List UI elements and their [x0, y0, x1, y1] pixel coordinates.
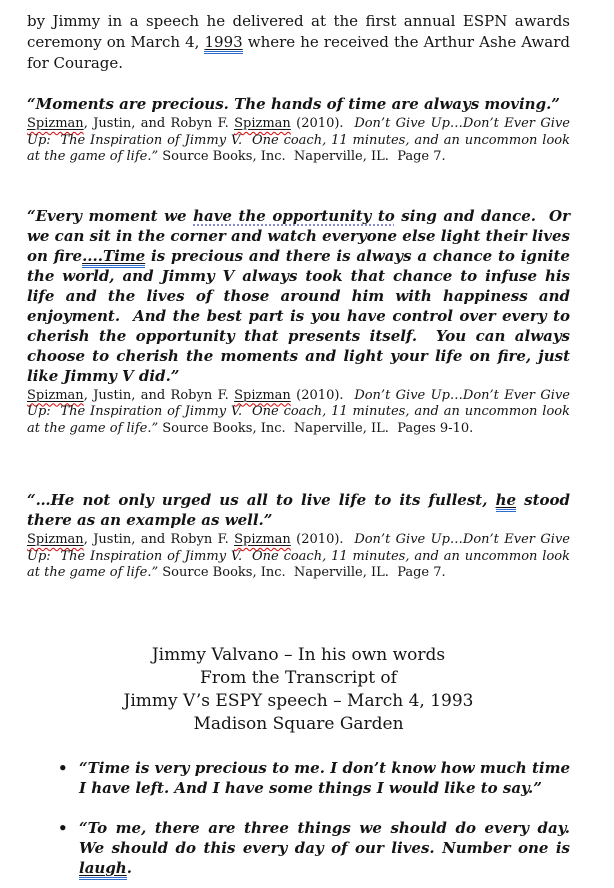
intro-text-post: where he received the Arthur Ashe Award for Courage. [27, 33, 575, 72]
grammar-flag-year [204, 33, 242, 54]
bullet1-text: “Time is very precious to me. I don’t know how much time I have left. And I have some things I would like to say.” [79, 758, 576, 797]
flagged-he-text: he [495, 491, 517, 509]
bullet2-text-pre: “To me, there are three things we should do every day. We should do this every day of our lives. Number one is [79, 818, 581, 857]
grammar-flag-time [82, 247, 145, 268]
spellcheck-flag-author2 [234, 116, 291, 131]
quote3-text-post: stood there as an example as well.” [27, 491, 576, 529]
heading-line-3: Jimmy V’s ESPY speech – March 4, 1993 [123, 690, 474, 711]
quote-moments: “Moments are precious. The hands of time are always moving.” [27, 95, 560, 113]
citation-author1: Spizman [27, 116, 84, 131]
heading-line-2: From the Transcript of [200, 667, 397, 688]
bullet-marker: • [58, 758, 68, 777]
citation-authors-middle: , Justin, and Robyn F. [83, 532, 235, 547]
bullet-item-2 [58, 818, 581, 878]
bullet2-text-post: . [126, 858, 132, 877]
intro-text-pre: by Jimmy in a speech he delivered at the first annual ESPN awards ceremony on March 4, [27, 12, 575, 51]
grammar-flag-he [496, 491, 516, 512]
book-title: Don’t Give Up…Don’t Ever Give Up: The Inspiration of Jimmy V. One coach, 11 minutes, and an uncommon look at the game of life.” [27, 387, 575, 436]
citation-publisher: Source Books, Inc. Naperville, IL. [158, 420, 398, 436]
bullet-item-1 [58, 758, 576, 798]
citation-3 [27, 532, 575, 582]
citation-page-ref: Pages 9-10. [397, 420, 474, 436]
citation-year: (2010). [290, 387, 355, 403]
book-title: Don’t Give Up…Don’t Ever Give Up: The Inspiration of Jimmy V. One coach, 11 minutes, and an uncommon look at the game of life.” [27, 532, 575, 580]
refinement-flag-opportunity: have the opportunity to [193, 206, 395, 225]
citation-author1: Spizman [27, 387, 84, 403]
heading-line-4: Madison Square Garden [193, 713, 404, 734]
intro-paragraph [27, 11, 575, 74]
spellcheck-flag-author2 [234, 532, 291, 547]
quote2-text-mid: sing and dance. Or we can sit in the corner and watch everyone else light their lives on fire [27, 206, 576, 265]
flagged-time-text: ....Time [82, 246, 146, 265]
citation-author2: Spizman [234, 387, 291, 403]
quote-bullet-list [27, 758, 581, 878]
flagged-year-text: 1993 [204, 33, 243, 51]
citation-publisher: Source Books, Inc. Naperville, IL. [158, 149, 398, 164]
bullet2-text [79, 818, 581, 878]
citation-year: (2010). [290, 116, 355, 131]
citation-1 [27, 116, 575, 166]
citation-year: (2010). [290, 532, 355, 547]
quote2-text-post: is precious and there is always a chance to ignite the world, and Jimmy V always took that chance to infuse his life and the lives of those around him with happiness and enjoyment. And the best part is you have control over every to cherish the opportunity that presents itself. You can always choose to cherish the moments and light your life on fire, just like Jimmy V did.” [27, 246, 576, 385]
citation-authors-middle: , Justin, and Robyn F. [83, 387, 235, 403]
quote-every-moment [27, 206, 576, 386]
bullet-marker: • [58, 818, 68, 837]
citation-author2: Spizman [234, 116, 291, 131]
citation-2 [27, 387, 575, 438]
citation-page-ref: Page 7. [397, 565, 446, 580]
quote3-text-pre: “…He not only urged us all to live life to its fullest, [27, 491, 496, 509]
flagged-laugh-text: laugh [79, 858, 127, 877]
citation-publisher: Source Books, Inc. Naperville, IL. [158, 565, 398, 580]
quote-urged-us [27, 490, 576, 530]
spellcheck-flag-author1 [27, 116, 84, 131]
grammar-flag-laugh [79, 859, 127, 880]
section-heading [27, 644, 570, 736]
citation-authors-middle: , Justin, and Robyn F. [83, 116, 235, 131]
spellcheck-flag-author1 [27, 532, 84, 547]
citation-page-ref: Page 7. [397, 149, 446, 164]
quote2-text-pre: “Every moment we [27, 206, 194, 225]
citation-author1: Spizman [27, 532, 84, 547]
citation-author2: Spizman [234, 532, 291, 547]
spellcheck-flag-author2 [234, 388, 291, 403]
spellcheck-flag-author1 [27, 388, 84, 403]
heading-line-1: Jimmy Valvano – In his own words [151, 644, 446, 665]
book-title: Don’t Give Up…Don’t Ever Give Up: The Inspiration of Jimmy V. One coach, 11 minutes, and an uncommon look at the game of life.” [27, 116, 575, 164]
